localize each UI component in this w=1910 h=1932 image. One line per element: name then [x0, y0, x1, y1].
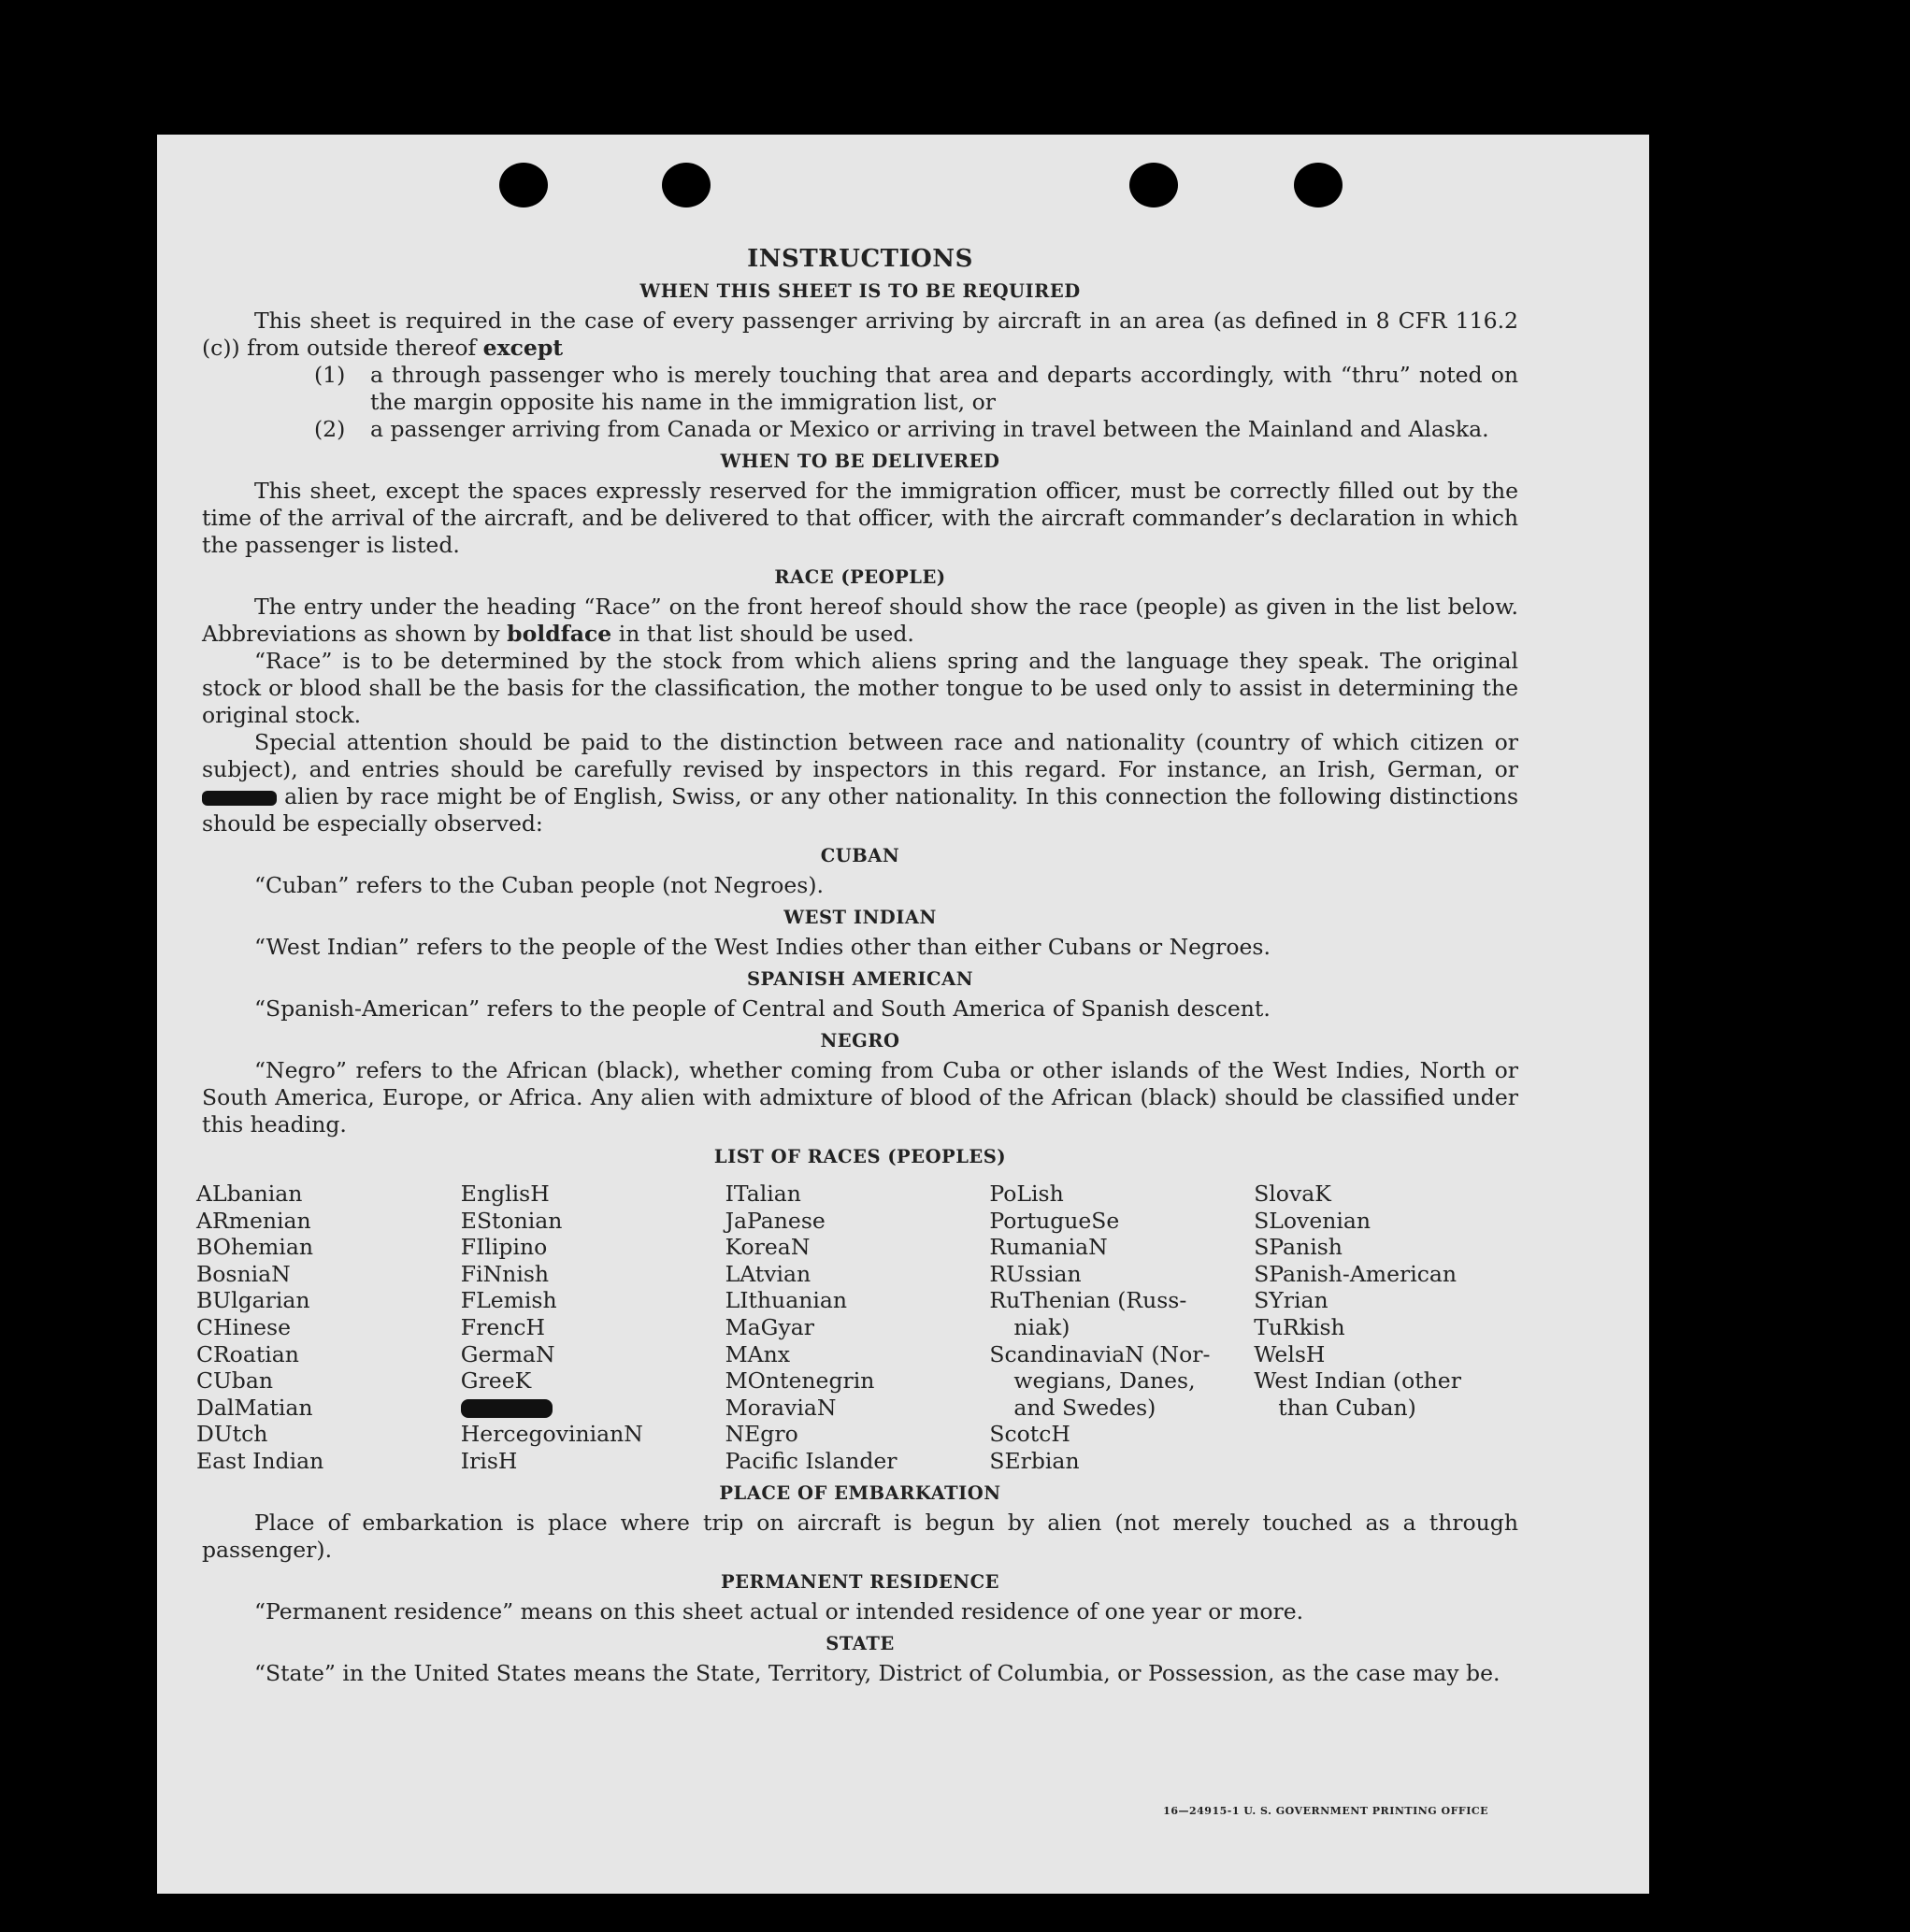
race-column-4	[989, 1181, 1254, 1475]
race-entry-continuation: wegians, Danes,	[1013, 1367, 1196, 1395]
race-entry: MAnx	[725, 1340, 791, 1367]
redaction-mark	[461, 1399, 553, 1418]
race-entry: DalMatian	[196, 1394, 313, 1421]
race-entry-continuation: than Cuban)	[1278, 1394, 1416, 1421]
race-entry: GermaN	[460, 1340, 555, 1367]
text-span: This sheet is required in the case of every passenger arriving by aircraft in an area (as defined in 8 CFR 116.2 (c)) from outside thereof	[202, 308, 1518, 361]
race-entry: HercegovinianN	[460, 1421, 643, 1448]
race-entry: West Indian (other	[1254, 1367, 1461, 1395]
heading-residence: PERMANENT RESIDENCE	[720, 1570, 999, 1593]
race-entry: BosniaN	[196, 1260, 291, 1287]
item-text: a through passenger who is merely touching that area and departs accordingly, with “thru” noted on the margin opposite his name in the immigration list, or	[370, 362, 1518, 415]
race-entry: CRoatian	[196, 1340, 299, 1367]
punch-hole	[499, 163, 548, 208]
bold-except: except	[482, 335, 564, 361]
race-entry: ALbanian	[196, 1181, 303, 1207]
paragraph-embarkation: Place of embarkation is place where trip on aircraft is begun by alien (not merely touched as a through passenger).	[202, 1509, 1518, 1563]
race-entry: ITalian	[725, 1181, 801, 1207]
race-entry: SPanish-American	[1254, 1260, 1458, 1287]
race-entry-redacted	[461, 1395, 725, 1422]
punch-hole	[1294, 163, 1343, 208]
race-entry-continuation: and Swedes)	[1013, 1394, 1156, 1421]
heading-cuban: CUBAN	[820, 845, 900, 866]
heading-negro: NEGRO	[820, 1030, 900, 1052]
race-entry: FiNnish	[460, 1260, 550, 1287]
heading-west-indian: WEST INDIAN	[783, 907, 937, 928]
race-entry: BOhemian	[196, 1234, 313, 1261]
race-entry: EStonian	[460, 1207, 563, 1234]
paragraph-state: “State” in the United States means the State, Territory, District of Columbia, or Possession, as the case may be.	[254, 1659, 1501, 1686]
race-entry: SPanish	[1254, 1234, 1343, 1261]
paragraph-west-indian: “West Indian” refers to the people of the West Indies other than either Cubans or Negroes.	[254, 934, 1271, 960]
race-entry: WelsH	[1254, 1340, 1326, 1367]
race-entry: East Indian	[196, 1447, 324, 1474]
race-entry: FIlipino	[460, 1234, 548, 1261]
race-entry: ARmenian	[196, 1207, 311, 1234]
race-entry: JaPanese	[725, 1207, 826, 1234]
race-entry: TuRkish	[1254, 1313, 1345, 1340]
race-entry: KoreaN	[725, 1234, 811, 1261]
item-number: (1)	[314, 362, 346, 388]
race-entry: RUssian	[989, 1260, 1082, 1287]
race-entry: ScotcH	[989, 1421, 1070, 1448]
race-entry: CHinese	[196, 1313, 291, 1340]
document-title: INSTRUCTIONS	[747, 245, 973, 273]
race-column-3	[725, 1181, 990, 1475]
race-entry: SYrian	[1254, 1287, 1328, 1314]
text-span: The entry under the heading “Race” on the front hereof should show the race (people) as given in the list below. Abbreviations as shown by	[202, 594, 1518, 647]
race-entry: MaGyar	[725, 1313, 814, 1340]
race-entry: EnglisH	[460, 1181, 550, 1207]
list-item	[314, 362, 1518, 416]
race-entry: Pacific Islander	[725, 1447, 898, 1474]
race-entry: SLovenian	[1254, 1207, 1371, 1234]
paragraph-spanish-american: “Spanish-American” refers to the people of Central and South America of Spanish descent.	[254, 995, 1271, 1022]
heading-list-of-races: LIST OF RACES (PEOPLES)	[713, 1146, 1007, 1167]
race-column-5	[1254, 1181, 1518, 1475]
race-entry: BUlgarian	[196, 1287, 310, 1314]
race-entry: CUban	[196, 1367, 273, 1395]
race-entry: IrisH	[460, 1447, 518, 1474]
race-column-1	[196, 1181, 461, 1475]
race-entry: MoraviaN	[725, 1394, 837, 1421]
heading-embarkation: PLACE OF EMBARKATION	[719, 1481, 1001, 1504]
paragraph-negro: “Negro” refers to the African (black), whether coming from Cuba or other islands of the West Indies, North or South America, Europe, or Africa. Any alien with admixture of blood of the African (black) should be classified under this heading.	[202, 1057, 1518, 1138]
heading-when-delivered: WHEN TO BE DELIVERED	[720, 451, 1000, 472]
punch-hole	[662, 163, 711, 208]
race-entry: SlovaK	[1254, 1181, 1331, 1207]
race-entry: LIthuanian	[725, 1287, 848, 1314]
race-entry: SErbian	[989, 1447, 1080, 1474]
text-span: in that list should be used.	[611, 621, 914, 647]
heading-race: RACE (PEOPLE)	[774, 566, 946, 588]
paragraph-cuban: “Cuban” refers to the Cuban people (not Negroes).	[254, 872, 825, 898]
race-entry: PortugueSe	[989, 1207, 1120, 1234]
item-text: a passenger arriving from Canada or Mexico or arriving in travel between the Mainland and Alaska.	[370, 416, 1489, 442]
race-entry: GreeK	[460, 1367, 532, 1395]
heading-when-required: WHEN THIS SHEET IS TO BE REQUIRED	[639, 280, 1081, 302]
list-item	[314, 416, 1518, 443]
text-span: Special attention should be paid to the distinction between race and nationality (country of which citizen or subject), and entries should be carefully revised by inspectors in this regard. For instance, an Irish, German, or	[202, 729, 1518, 782]
race-entry: FrencH	[460, 1313, 546, 1340]
races-list	[196, 1181, 1518, 1475]
race-entry: RumaniaN	[989, 1234, 1108, 1261]
paragraph-when-delivered: This sheet, except the spaces expressly reserved for the immigration officer, must be correctly filled out by the time of the arrival of the aircraft, and be delivered to that officer, with the aircraft commander’s declaration in which the passenger is listed.	[202, 478, 1518, 558]
heading-spanish-american: SPANISH AMERICAN	[746, 968, 974, 990]
race-entry: RuThenian (Russ-	[989, 1287, 1187, 1314]
paragraph-race-2: “Race” is to be determined by the stock from which aliens spring and the language they speak. The original stock or blood shall be the basis for the classification, the mother tongue to be used only to assist in determining the original stock.	[202, 648, 1518, 728]
item-number: (2)	[314, 416, 346, 442]
race-entry: NEgro	[725, 1421, 798, 1448]
paragraph-race-1	[202, 594, 1518, 648]
printing-office-footer: 16—24915-1 U. S. GOVERNMENT PRINTING OFFICE	[1163, 1805, 1488, 1817]
paragraph-race-3	[202, 729, 1518, 837]
race-entry: PoLish	[989, 1181, 1064, 1207]
bold-boldface: boldface	[507, 621, 612, 647]
paragraph-residence: “Permanent residence” means on this sheet actual or intended residence of one year or more.	[254, 1597, 1304, 1624]
race-entry: MOntenegrin	[725, 1367, 875, 1395]
document-sheet	[157, 135, 1649, 1894]
race-column-2	[461, 1181, 725, 1475]
paragraph-when-required	[202, 308, 1518, 362]
redaction-mark	[202, 791, 277, 806]
punch-hole	[1129, 163, 1178, 208]
heading-state: STATE	[826, 1632, 895, 1654]
text-span: alien by race might be of English, Swiss, or any other nationality. In this connection the following distinctions should be especially observed:	[202, 783, 1518, 837]
race-entry: ScandinaviaN (Nor-	[989, 1340, 1211, 1367]
race-entry: DUtch	[196, 1421, 268, 1448]
race-entry-continuation: niak)	[1013, 1313, 1070, 1340]
race-entry: LAtvian	[725, 1260, 811, 1287]
race-entry: FLemish	[460, 1287, 557, 1314]
document-content	[196, 245, 1518, 1687]
